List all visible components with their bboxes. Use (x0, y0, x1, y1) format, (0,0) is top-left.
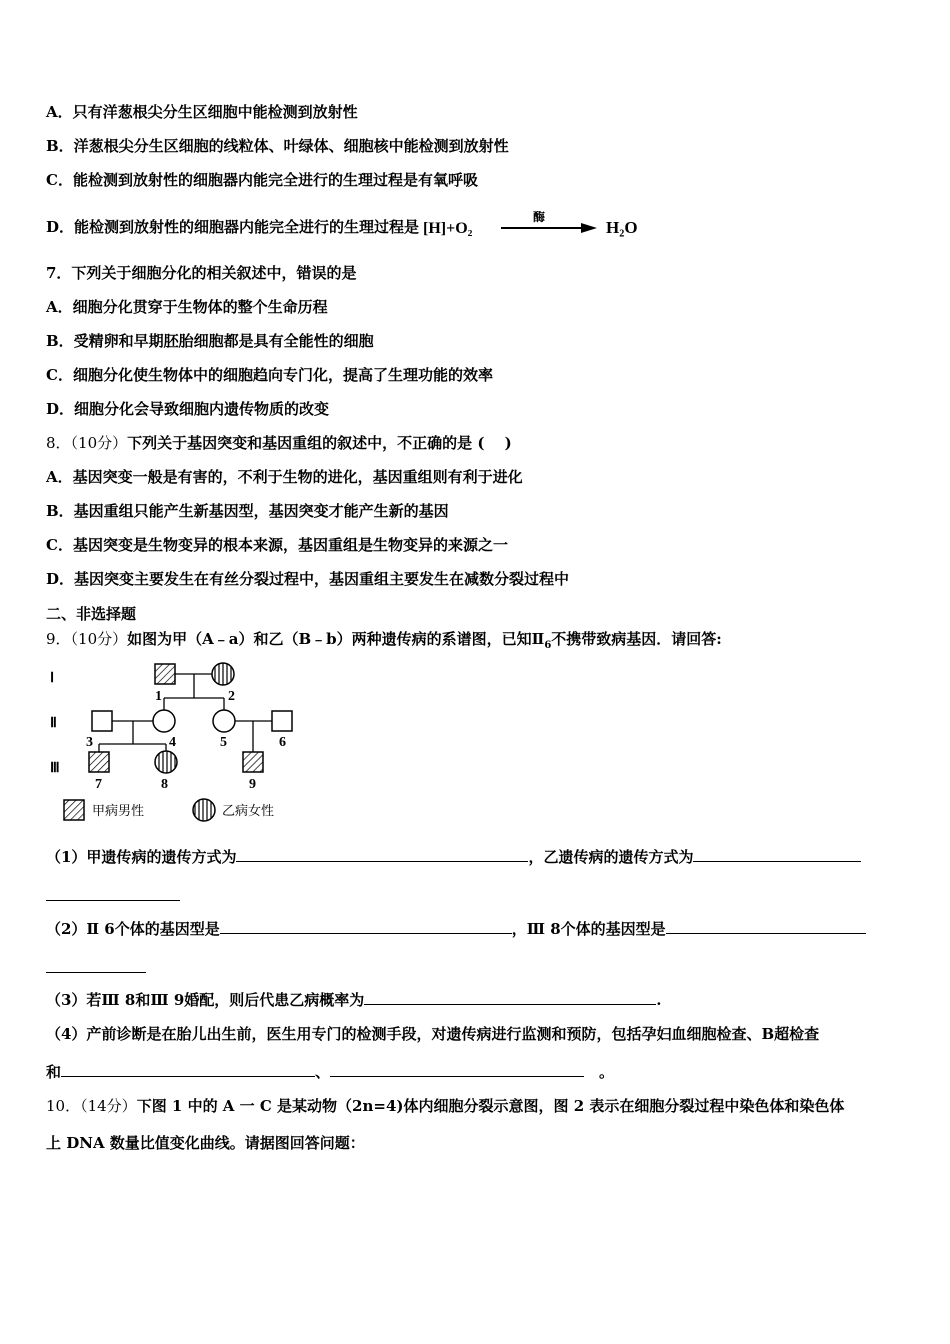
pedigree-chart (46, 660, 306, 832)
q9-stem (46, 629, 722, 656)
q9-part1 (46, 847, 861, 867)
q8-option-c: C．基因突变是生物变异的根本来源，基因重组是生物变异的来源之一 (46, 536, 508, 554)
q8-number: 8．（10分） (46, 434, 128, 452)
q9-part3-b: . (656, 991, 662, 1009)
q7-option-b: B．受精卵和早期胚胎细胞都是具有全能性的细胞 (46, 332, 374, 350)
gen-label-3: Ⅲ (50, 761, 60, 776)
q7-option-c: C．细胞分化使生物体中的细胞趋向专门化，提高了生理功能的效率 (46, 366, 493, 384)
answer-blank-2[interactable] (693, 847, 861, 862)
answer-blank-6[interactable] (61, 1062, 315, 1077)
q8-option-b: B．基因重组只能产生新基因型，基因突变才能产生新的基因 (46, 502, 449, 520)
individual-5 (213, 710, 235, 732)
q8-option-d: D．基因突变主要发生在有丝分裂过程中，基因重组主要发生在减数分裂过程中 (46, 570, 570, 588)
q9-part4: （4）产前诊断是在胎儿出生前，医生用专门的检测手段，对遗传病进行监测和预防，包括孕妇血细胞检查、B超检查 (46, 1025, 820, 1043)
q7-option-a: A．细胞分化贯穿于生物体的整个生命历程 (46, 298, 328, 316)
label-6: 6 (279, 735, 286, 750)
answer-blank-2b[interactable] (46, 886, 180, 901)
q9-part3-a: （3）若Ⅲ 8和Ⅲ 9婚配，则后代患乙病概率为 (46, 991, 365, 1009)
legend-female-b (193, 799, 215, 821)
legend-label-b: 乙病女性 (222, 804, 275, 819)
q9-part4-c: 、 (315, 1063, 331, 1081)
individual-1 (155, 664, 175, 684)
label-8: 8 (161, 777, 168, 792)
label-9: 9 (249, 777, 256, 792)
individual-3 (92, 711, 112, 731)
section-title: 二、非选择题 (46, 605, 137, 623)
answer-blank-5[interactable] (364, 990, 656, 1005)
q10-stem (46, 1096, 844, 1116)
enzyme-reaction-equation (421, 211, 661, 245)
q7-stem: 7．下列关于细胞分化的相关叙述中，错误的是 (46, 264, 357, 282)
q9-number: 9．（10分） (46, 630, 128, 648)
q9-part1-continuation (46, 886, 180, 906)
q8-option-a: A．基因突变一般是有害的，不利于生物的进化，基因重组则有利于进化 (46, 468, 523, 486)
q8-text: 下列关于基因突变和基因重组的叙述中，不正确的是 ( ) (127, 434, 512, 452)
legend-label-a: 甲病男性 (92, 804, 145, 819)
answer-blank-4[interactable] (666, 919, 866, 934)
q9-text-a: 如图为甲（A﹣a）和乙（B﹣b）两种遗传病的系谱图，已知Ⅱ (127, 630, 545, 648)
q6-option-d (46, 211, 661, 245)
q9-part2-continuation (46, 958, 146, 978)
individual-8 (155, 751, 177, 773)
q6-option-d-text: D．能检测到放射性的细胞器内能完全进行的生理过程是 (46, 218, 420, 236)
q9-part3 (46, 990, 662, 1010)
q9-part1-a: （1）甲遗传病的遗传方式为 (46, 848, 237, 866)
q9-part2-a: （2）Ⅱ 6个体的基因型是 (46, 920, 220, 938)
q10-number: 10．（14分） (46, 1097, 137, 1115)
q9-part4-d: 。 (584, 1063, 615, 1081)
reaction-right: H₂O (606, 218, 638, 237)
label-5: 5 (220, 735, 227, 750)
label-7: 7 (95, 777, 102, 792)
label-4: 4 (169, 735, 176, 750)
q9-part4-continuation (46, 1062, 614, 1082)
q7-option-d: D．细胞分化会导致细胞内遗传物质的改变 (46, 400, 330, 418)
gen-label-1: Ⅰ (50, 671, 55, 686)
q6-option-a: A．只有洋葱根尖分生区细胞中能检测到放射性 (46, 103, 358, 121)
answer-blank-1[interactable] (236, 847, 528, 862)
q8-stem (46, 433, 512, 453)
q6-option-b: B．洋葱根尖分生区细胞的线粒体、叶绿体、细胞核中能检测到放射性 (46, 137, 509, 155)
q9-subscript: 6 (544, 640, 552, 651)
individual-4 (153, 710, 175, 732)
reaction-enzyme: 酶 (533, 211, 546, 224)
q6-option-c: C．能检测到放射性的细胞器内能完全进行的生理过程是有氧呼吸 (46, 171, 478, 189)
q9-text-b: 不携带致病基因．请回答: (551, 630, 722, 648)
q9-part4-b: 和 (46, 1063, 62, 1081)
q9-part2-b: ，Ⅲ 8个体的基因型是 (511, 920, 666, 938)
q10-stem-2: 上 DNA 数量比值变化曲线。请据图回答问题： (46, 1134, 365, 1152)
q9-part1-b: ，乙遗传病的遗传方式为 (528, 848, 694, 866)
answer-blank-4b[interactable] (46, 958, 146, 973)
gen-label-2: Ⅱ (50, 716, 57, 731)
q10-text: 下图 1 中的 A 一 C 是某动物（2n=4)体内细胞分裂示意图，图 2 表示在细胞分裂过程中染色体和染色体 (136, 1097, 845, 1115)
reaction-left: [H]+O₂ (423, 220, 473, 237)
individual-6 (272, 711, 292, 731)
individual-9 (243, 752, 263, 772)
label-1: 1 (155, 689, 162, 704)
answer-blank-7[interactable] (330, 1062, 584, 1077)
answer-blank-3[interactable] (220, 919, 512, 934)
individual-7 (89, 752, 109, 772)
label-3: 3 (86, 735, 93, 750)
label-2: 2 (228, 689, 235, 704)
q9-part2 (46, 919, 866, 939)
individual-2 (212, 663, 234, 685)
legend-male-a (64, 800, 84, 820)
